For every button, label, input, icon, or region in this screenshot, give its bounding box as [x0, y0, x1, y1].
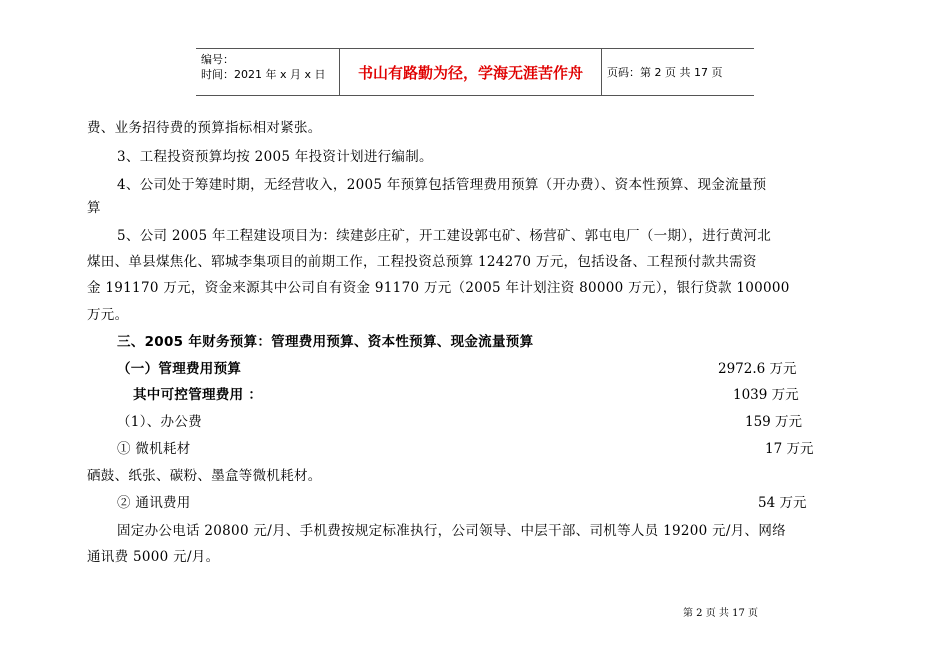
item-management-fee-label: （一）管理费用预算	[117, 361, 242, 377]
item-computer-consumables-amount: 17 万元	[765, 441, 814, 457]
header-motto: 书山有路勤为径，学海无涯苦作舟	[357, 63, 583, 82]
header-page-cell	[602, 49, 754, 95]
item-controllable-fee-amount: 1039 万元	[733, 387, 799, 403]
section-3-heading: 三、2005 年财务预算：管理费用预算、资本性预算、现金流量预算	[117, 334, 534, 350]
header-motto-cell	[340, 49, 602, 95]
body-line-5: 5、公司 2005 年工程建设项目为：续建彭庄矿，开工建设郭屯矿、杨营矿、郭屯电厂（一期），进行黄河北	[117, 228, 772, 244]
document-number-label: 编号：	[201, 53, 234, 66]
body-line-1: 费、业务招待费的预算指标相对紧张。	[87, 120, 322, 136]
document-time-label: 时间：2021 年 x 月 x 日	[201, 68, 326, 81]
item-management-fee-amount: 2972.6 万元	[718, 361, 797, 377]
body-line-8: 万元。	[87, 307, 129, 323]
body-line-3: 4、公司处于筹建时期，无经营收入，2005 年预算包括管理费用预算（开办费）、资本性预算、现金流量预	[117, 177, 767, 193]
item-office-fee-label: （1）、办公费	[117, 414, 202, 430]
header-meta-cell	[196, 49, 340, 95]
body-line-6: 煤田、单县煤焦化、郓城李集项目的前期工作，工程投资总预算 124270 万元，包括设备、工程预付款共需资	[87, 254, 757, 270]
body-line-final-1: 固定办公电话 20800 元/月、手机费按规定标准执行，公司领导、中层干部、司机等人员 19200 元/月、网络	[117, 523, 786, 539]
body-line-final-2: 通讯费 5000 元/月。	[87, 549, 220, 565]
item-computer-consumables-label: ① 微机耗材	[117, 441, 191, 457]
item-communication-fee-amount: 54 万元	[758, 495, 807, 511]
header-page-label: 页码：第 2 页 共 17 页	[607, 66, 723, 79]
header-table	[196, 48, 754, 96]
item-controllable-fee-label: 其中可控管理费用 ：	[133, 387, 263, 403]
body-line-7: 金 191170 万元，资金来源其中公司自有资金 91170 万元（2005 年计划注资 80000 万元），银行贷款 100000	[87, 280, 790, 296]
item-communication-fee-label: ② 通讯费用	[117, 495, 191, 511]
body-line-4: 算	[87, 200, 101, 216]
footer-page-number: 第 2 页 共 17 页	[683, 608, 758, 619]
body-line-2: 3、工程投资预算均按 2005 年投资计划进行编制。	[117, 149, 433, 165]
item-consumables-desc: 硒鼓、纸张、碳粉、墨盒等微机耗材。	[87, 468, 322, 484]
item-office-fee-amount: 159 万元	[745, 414, 803, 430]
